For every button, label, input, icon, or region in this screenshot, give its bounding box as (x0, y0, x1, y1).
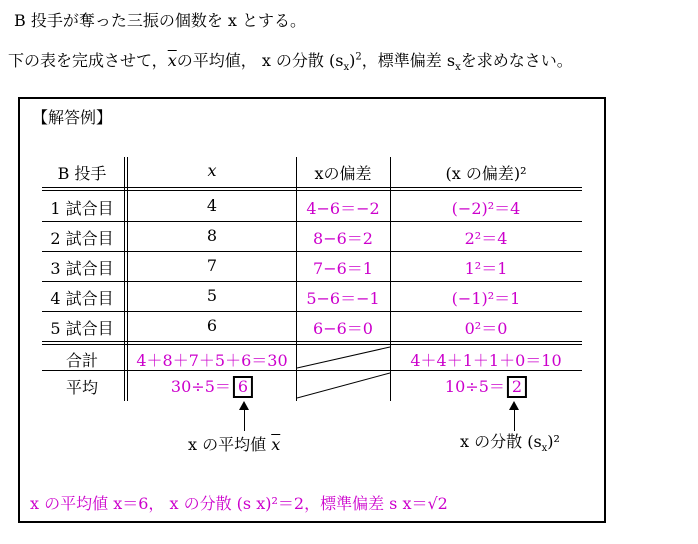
label-mean-text: x の平均値 (188, 435, 267, 454)
row-rule-1 (42, 221, 582, 222)
row-5-label: 5 試合目 (50, 319, 114, 338)
row-2-label: 2 試合目 (50, 229, 114, 248)
row-4-x: 5 (206, 286, 218, 305)
avg-sq (445, 374, 527, 398)
row-5-sq: 0²＝0 (464, 319, 508, 338)
avg-sq-answer-box: 2 (507, 376, 527, 398)
header-pitcher: B 投手 (57, 164, 107, 183)
label-mean (188, 432, 280, 455)
row-3-sq: 1²＝1 (464, 259, 508, 278)
row-4-dev: 5−6＝−1 (306, 289, 380, 308)
diagonal-strokes (297, 344, 390, 401)
label-var-text: x の分散 (s (460, 432, 542, 451)
row-2-dev: 8−6＝2 (313, 229, 373, 248)
row-5-x: 6 (206, 316, 218, 335)
arrow-var-shaft (514, 409, 515, 431)
problem-line-2 (8, 48, 573, 73)
header-rule-top (42, 187, 582, 188)
row-2-sq: 2²＝4 (464, 229, 508, 248)
row-rule-2 (42, 251, 582, 252)
col-rule-3 (390, 157, 391, 401)
row-3-label: 3 試合目 (50, 259, 114, 278)
problem-line-2-i: を求めなさい。 (460, 51, 573, 70)
label-var-end: )² (547, 432, 560, 451)
row-rule-4 (42, 311, 582, 312)
xbar-symbol: $\overline{x}$ (167, 51, 177, 70)
header-deviation-squared: (x の偏差)² (445, 164, 527, 183)
total-sq: 4＋4＋1＋1＋0＝10 (410, 351, 562, 370)
row-1-dev: 4−6＝−2 (306, 199, 380, 218)
problem-line-2-g: ，標準偏差 s (361, 51, 456, 70)
row-2-x: 8 (206, 226, 218, 245)
col-rule-1b (127, 157, 128, 401)
avg-x-expr: 30÷5＝ (170, 377, 231, 396)
label-mean-xbar: $\overline{x}$ (271, 435, 281, 454)
row-4-label: 4 試合目 (50, 289, 114, 308)
row-4-sq: (−1)²＝1 (451, 289, 521, 308)
header-rule-bottom (42, 190, 582, 191)
row-1-x: 4 (206, 196, 218, 215)
avg-label: 平均 (65, 378, 99, 397)
sub-x-2: x (455, 62, 461, 74)
col-rule-1a (124, 157, 125, 401)
final-answer: x の平均値 x＝6， x の分散 (s x)²＝2，標準偏差 s x＝√2 (30, 494, 448, 513)
header-deviation: xの偏差 (314, 164, 372, 183)
problem-line-2-a: 下の表を完成させて， (8, 51, 168, 70)
arrow-mean-shaft (244, 409, 245, 431)
problem-line-2-e: ) (349, 51, 356, 70)
row-rule-3 (42, 281, 582, 282)
answer-title: 【解答例】 (32, 108, 113, 127)
sub-x-1: x (343, 62, 350, 74)
row-5-dev: 6−6＝0 (313, 319, 373, 338)
label-var-sub: x (541, 443, 548, 455)
row-3-x: 7 (206, 256, 218, 275)
total-x: 4＋8＋7＋5＋6＝30 (136, 351, 288, 370)
avg-x (171, 374, 253, 398)
problem-line-1: B 投手が奪った三振の個数を x とする。 (14, 11, 307, 30)
total-label: 合計 (65, 351, 99, 370)
label-variance (460, 429, 560, 454)
answer-box (18, 97, 606, 523)
sup-2: 2 (355, 51, 362, 63)
header-x: x (207, 161, 217, 180)
row-1-sq: (−2)²＝4 (451, 199, 521, 218)
avg-x-answer-box: 6 (233, 376, 253, 398)
total-rule-top (42, 341, 582, 342)
problem-line-2-c: ， x の分散 (s (240, 51, 344, 70)
row-3-dev: 7−6＝1 (313, 259, 373, 278)
row-1-label: 1 試合目 (50, 199, 114, 218)
avg-sq-expr: 10÷5＝ (444, 377, 505, 396)
problem-line-2-b: の平均値 (176, 51, 241, 70)
